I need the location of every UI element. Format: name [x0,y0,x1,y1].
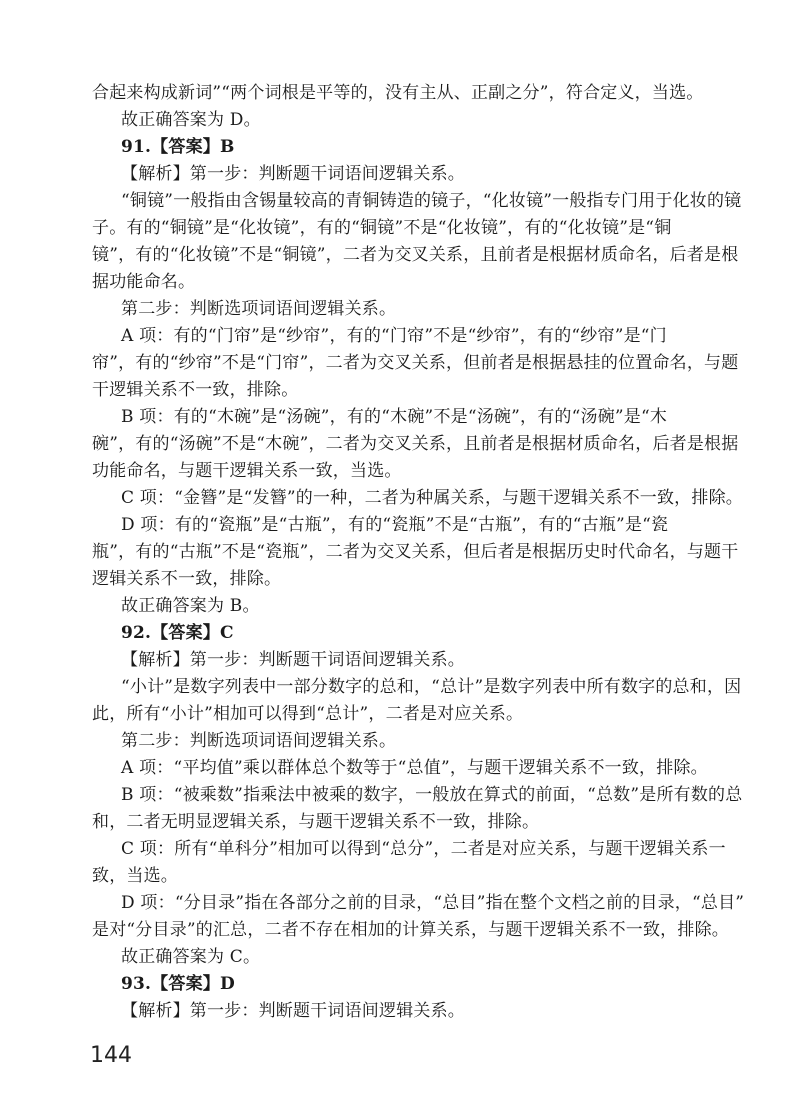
text-line: 据功能命名。 [92,272,196,292]
text-line: 致，当选。 [92,866,178,886]
analysis-heading: 【解析】第一步：判断题干词语间逻辑关系。 [121,164,465,184]
text-line: “铜镜”一般指由含锡量较高的青铜铸造的镜子，“化妆镜”一般指专门用于化妆的镜 [121,191,742,211]
answer-conclusion: 故正确答案为 C。 [121,947,261,967]
text-line: 子。有的“铜镜”是“化妆镜”，有的“铜镜”不是“化妆镜”，有的“化妆镜”是“铜 [92,218,672,238]
text-line: 功能命名，与题干逻辑关系一致，当选。 [92,461,402,481]
question-answer-heading: 91.【答案】B [121,137,235,157]
answer-conclusion: 故正确答案为 B。 [121,596,260,616]
analysis-heading: 【解析】第一步：判断题干词语间逻辑关系。 [121,650,465,670]
answer-conclusion: 故正确答案为 D。 [121,110,261,130]
analysis-heading: 【解析】第一步：判断题干词语间逻辑关系。 [121,1001,465,1021]
page-number: 144 [90,1043,132,1068]
step-heading: 第二步：判断选项词语间逻辑关系。 [121,731,397,751]
option-text: C 项：所有“单科分”相加可以得到“总分”，二者是对应关系，与题干逻辑关系一 [121,839,726,859]
question-answer-heading: 93.【答案】D [121,974,235,994]
text-line: 逻辑关系不一致，排除。 [92,569,282,589]
text-line: 是对“分目录”的汇总，二者不存在相加的计算关系，与题干逻辑关系不一致，排除。 [92,920,729,940]
text-line: 帘”，有的“纱帘”不是“门帘”，二者为交叉关系，但前者是根据悬挂的位置命名，与题 [92,353,739,373]
text-line: 镜”，有的“化妆镜”不是“铜镜”，二者为交叉关系，且前者是根据材质命名，后者是根 [92,245,739,265]
option-text: D 项：有的“瓷瓶”是“古瓶”，有的“瓷瓶”不是“古瓶”，有的“古瓶”是“瓷 [121,515,669,535]
text-line: 合起来构成新词”“两个词根是平等的，没有主从、正副之分”，符合定义，当选。 [92,83,704,103]
text-line: 和，二者无明显逻辑关系，与题干逻辑关系不一致，排除。 [92,812,540,832]
option-text: C 项：“金簪”是“发簪”的一种，二者为种属关系，与题干逻辑关系不一致，排除。 [121,488,743,508]
option-text: B 项：有的“木碗”是“汤碗”，有的“木碗”不是“汤碗”，有的“汤碗”是“木 [121,407,668,427]
text-line: 碗”，有的“汤碗”不是“木碗”，二者为交叉关系，且前者是根据材质命名，后者是根据 [92,434,739,454]
option-text: D 项：“分目录”指在各部分之前的目录，“总目”指在整个文档之前的目录，“总目” [121,893,745,913]
option-text: B 项：“被乘数”指乘法中被乘的数字，一般放在算式的前面，“总数”是所有数的总 [121,785,743,805]
option-text: A 项：“平均值”乘以群体总个数等于“总值”，与题干逻辑关系不一致，排除。 [121,758,708,778]
step-heading: 第二步：判断选项词语间逻辑关系。 [121,299,397,319]
option-text: A 项：有的“门帘”是“纱帘”，有的“门帘”不是“纱帘”，有的“纱帘”是“门 [121,326,667,346]
text-line: “小计”是数字列表中一部分数字的总和，“总计”是数字列表中所有数字的总和，因 [121,677,742,697]
question-answer-heading: 92.【答案】C [121,623,234,643]
text-line: 瓶”，有的“古瓶”不是“瓷瓶”，二者为交叉关系，但后者是根据历史时代命名，与题干 [92,542,739,562]
text-line: 此，所有“小计”相加可以得到“总计”，二者是对应关系。 [92,704,524,724]
text-line: 干逻辑关系不一致，排除。 [92,380,299,400]
